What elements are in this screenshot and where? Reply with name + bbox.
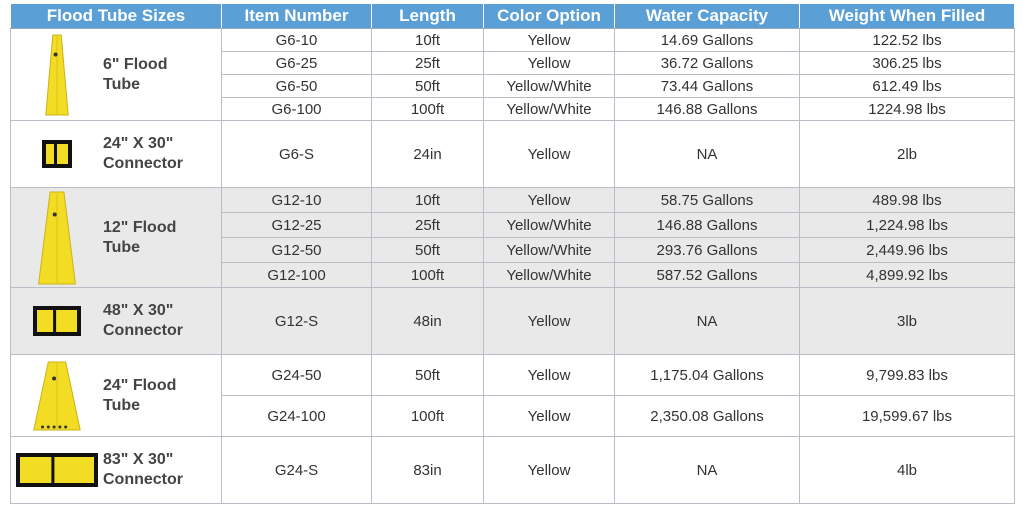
length-cell: 100ft xyxy=(372,98,484,121)
product-name-line1: 83" X 30" xyxy=(103,451,174,468)
header-water-capacity: Water Capacity xyxy=(615,4,800,29)
product-cell xyxy=(11,437,222,504)
color-option-cell: Yellow xyxy=(484,121,615,188)
water-capacity-cell: 146.88 Gallons xyxy=(615,98,800,121)
product-cell xyxy=(11,29,222,121)
weight-cell: 612.49 lbs xyxy=(800,75,1015,98)
weight-cell: 122.52 lbs xyxy=(800,29,1015,52)
length-cell: 48in xyxy=(372,288,484,355)
length-cell: 100ft xyxy=(372,396,484,437)
color-option-cell: Yellow/White xyxy=(484,213,615,238)
water-capacity-cell: NA xyxy=(615,437,800,504)
product-image xyxy=(11,140,103,168)
water-capacity-cell: NA xyxy=(615,288,800,355)
product-image xyxy=(11,306,103,336)
weight-cell: 1,224.98 lbs xyxy=(800,213,1015,238)
table-row xyxy=(11,355,1015,396)
product-image xyxy=(11,361,103,431)
table-row xyxy=(11,188,1015,213)
water-capacity-cell: 587.52 Gallons xyxy=(615,263,800,288)
product-name-line1: 48" X 30" xyxy=(103,302,174,319)
item-number-cell: G12-50 xyxy=(222,238,372,263)
product-image xyxy=(11,453,103,487)
product-cell xyxy=(11,188,222,288)
item-number-cell: G6-S xyxy=(222,121,372,188)
item-number-cell: G12-10 xyxy=(222,188,372,213)
length-cell: 100ft xyxy=(372,263,484,288)
product-name-line2: Tube xyxy=(103,396,141,414)
weight-cell: 1224.98 lbs xyxy=(800,98,1015,121)
water-capacity-cell: 73.44 Gallons xyxy=(615,75,800,98)
item-number-cell: G12-100 xyxy=(222,263,372,288)
length-cell: 25ft xyxy=(372,213,484,238)
weight-cell: 2lb xyxy=(800,121,1015,188)
item-number-cell: G12-25 xyxy=(222,213,372,238)
length-cell: 10ft xyxy=(372,188,484,213)
product-name xyxy=(103,218,203,258)
product-image xyxy=(11,191,103,285)
item-number-cell: G6-10 xyxy=(222,29,372,52)
color-option-cell: Yellow xyxy=(484,288,615,355)
product-name-line2: Tube xyxy=(103,238,141,256)
header-item-number: Item Number xyxy=(222,4,372,29)
product-cell xyxy=(11,288,222,355)
header-length: Length xyxy=(372,4,484,29)
product-name-line2: Connector xyxy=(103,471,183,488)
color-option-cell: Yellow/White xyxy=(484,238,615,263)
product-name xyxy=(103,55,203,95)
water-capacity-cell: 293.76 Gallons xyxy=(615,238,800,263)
product-name-line1: 12" Flood xyxy=(103,218,177,236)
table-body xyxy=(11,29,1015,504)
product-name xyxy=(103,450,203,490)
length-cell: 25ft xyxy=(372,52,484,75)
product-name xyxy=(103,376,203,416)
color-option-cell: Yellow xyxy=(484,396,615,437)
length-cell: 50ft xyxy=(372,355,484,396)
table-row xyxy=(11,437,1015,504)
color-option-cell: Yellow xyxy=(484,188,615,213)
product-name xyxy=(103,301,203,341)
item-number-cell: G24-100 xyxy=(222,396,372,437)
weight-cell: 9,799.83 lbs xyxy=(800,355,1015,396)
color-option-cell: Yellow/White xyxy=(484,75,615,98)
water-capacity-cell: 146.88 Gallons xyxy=(615,213,800,238)
color-option-cell: Yellow/White xyxy=(484,263,615,288)
water-capacity-cell: 36.72 Gallons xyxy=(615,52,800,75)
product-name xyxy=(103,134,203,174)
item-number-cell: G24-S xyxy=(222,437,372,504)
header-weight-filled: Weight When Filled xyxy=(800,4,1015,29)
color-option-cell: Yellow/White xyxy=(484,98,615,121)
weight-cell: 306.25 lbs xyxy=(800,52,1015,75)
color-option-cell: Yellow xyxy=(484,355,615,396)
item-number-cell: G6-100 xyxy=(222,98,372,121)
length-cell: 10ft xyxy=(372,29,484,52)
length-cell: 24in xyxy=(372,121,484,188)
product-name-line1: 24" Flood xyxy=(103,376,177,394)
weight-cell: 489.98 lbs xyxy=(800,188,1015,213)
item-number-cell: G6-50 xyxy=(222,75,372,98)
product-cell xyxy=(11,355,222,437)
color-option-cell: Yellow xyxy=(484,52,615,75)
water-capacity-cell: 2,350.08 Gallons xyxy=(615,396,800,437)
product-name-line1: 6" Flood xyxy=(103,55,168,73)
water-capacity-cell: 58.75 Gallons xyxy=(615,188,800,213)
product-image xyxy=(11,34,103,116)
color-option-cell: Yellow xyxy=(484,29,615,52)
product-name-line2: Connector xyxy=(103,155,183,172)
product-name-line2: Connector xyxy=(103,322,183,339)
length-cell: 83in xyxy=(372,437,484,504)
product-name-line1: 24" X 30" xyxy=(103,135,174,152)
product-cell xyxy=(11,121,222,188)
weight-cell: 2,449.96 lbs xyxy=(800,238,1015,263)
product-name-line2: Tube xyxy=(103,75,141,93)
weight-cell: 19,599.67 lbs xyxy=(800,396,1015,437)
water-capacity-cell: 1,175.04 Gallons xyxy=(615,355,800,396)
header-color-option: Color Option xyxy=(484,4,615,29)
header-sizes: Flood Tube Sizes xyxy=(11,4,222,29)
item-number-cell: G6-25 xyxy=(222,52,372,75)
table-row xyxy=(11,29,1015,52)
length-cell: 50ft xyxy=(372,75,484,98)
length-cell: 50ft xyxy=(372,238,484,263)
header-row xyxy=(11,4,1015,29)
color-option-cell: Yellow xyxy=(484,437,615,504)
item-number-cell: G12-S xyxy=(222,288,372,355)
water-capacity-cell: 14.69 Gallons xyxy=(615,29,800,52)
item-number-cell: G24-50 xyxy=(222,355,372,396)
weight-cell: 4lb xyxy=(800,437,1015,504)
table-row xyxy=(11,121,1015,188)
flood-tube-table xyxy=(10,3,1015,504)
weight-cell: 4,899.92 lbs xyxy=(800,263,1015,288)
water-capacity-cell: NA xyxy=(615,121,800,188)
weight-cell: 3lb xyxy=(800,288,1015,355)
table-row xyxy=(11,288,1015,355)
